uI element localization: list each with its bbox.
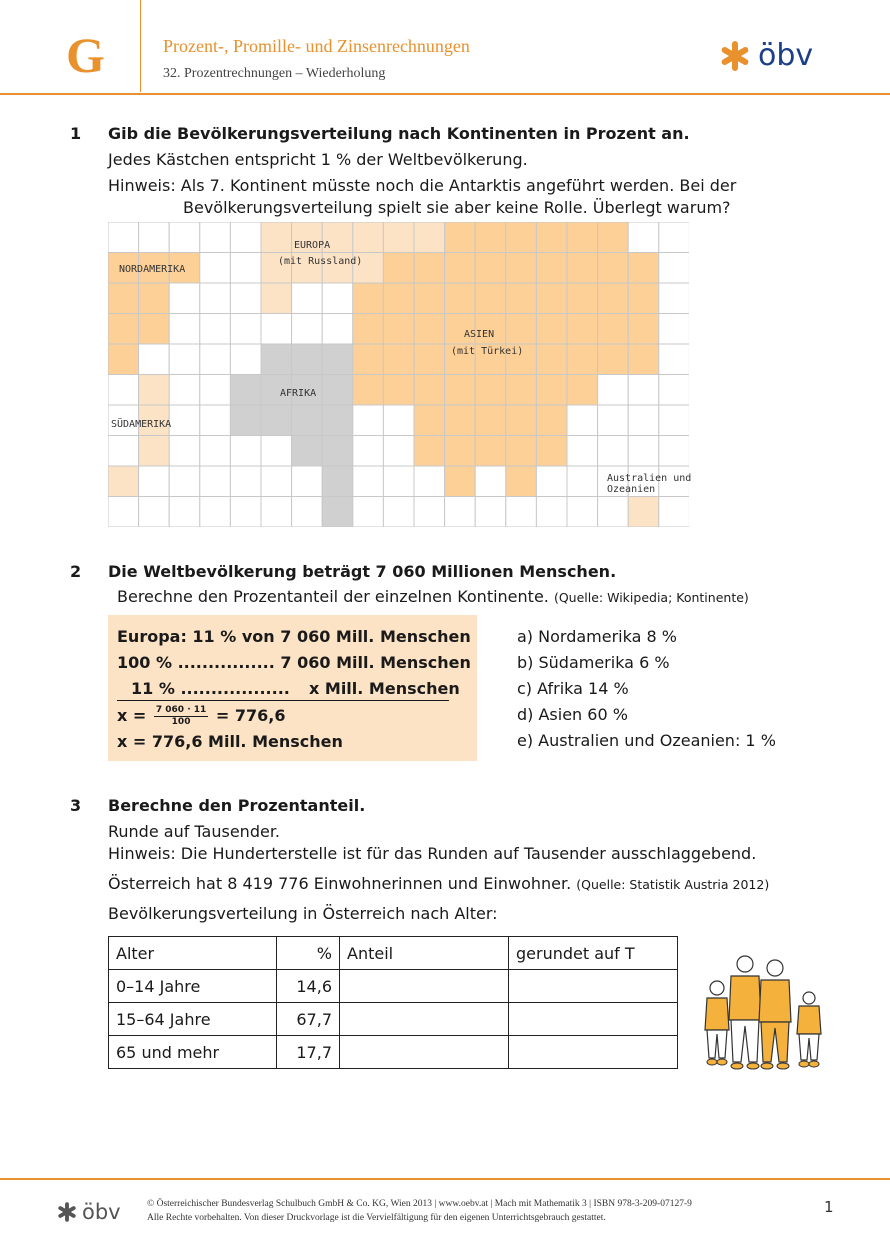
grid-cell bbox=[475, 436, 506, 467]
grid-cell bbox=[108, 283, 139, 314]
grid-cell bbox=[200, 436, 231, 467]
population-statement: Österreich hat 8 419 776 Einwohnerinnen und Einwohner. bbox=[108, 874, 572, 893]
grid-cell bbox=[598, 405, 629, 436]
grid-cell bbox=[139, 283, 170, 314]
grid-cell bbox=[414, 436, 445, 467]
calc-line-2: 100 % ................ 7 060 Mill. Menschen bbox=[117, 653, 471, 672]
grid-cell bbox=[628, 497, 659, 528]
task-number: 1 bbox=[70, 124, 82, 143]
grid-cell bbox=[383, 283, 414, 314]
cell-age: 15–64 Jahre bbox=[109, 1003, 277, 1036]
grid-cell bbox=[200, 375, 231, 406]
grid-cell bbox=[445, 436, 476, 467]
answer-a: a) Nordamerika 8 % bbox=[517, 627, 677, 646]
page-title: Prozent-, Promille- und Zinsenrechnungen bbox=[163, 36, 470, 56]
grid-cell bbox=[536, 344, 567, 375]
grid-cell bbox=[230, 253, 261, 284]
grid-cell bbox=[292, 283, 323, 314]
grid-cell bbox=[659, 436, 689, 467]
grid-cell bbox=[108, 314, 139, 345]
grid-cell bbox=[108, 375, 139, 406]
grid-cell bbox=[139, 436, 170, 467]
oebv-footer-logo-text: öbv bbox=[82, 1200, 121, 1224]
grid-cell bbox=[598, 222, 629, 253]
grid-cell bbox=[536, 375, 567, 406]
grid-cell bbox=[414, 466, 445, 497]
grid-cell bbox=[536, 466, 567, 497]
label-afrika: AFRIKA bbox=[280, 388, 317, 399]
grid-cell bbox=[598, 314, 629, 345]
grid-cell bbox=[383, 253, 414, 284]
table-header-row bbox=[109, 937, 678, 970]
grid-cell bbox=[628, 314, 659, 345]
task-heading: Die Weltbevölkerung beträgt 7 060 Millionen Menschen. bbox=[108, 562, 617, 581]
grid-cell bbox=[506, 466, 537, 497]
grid-cell bbox=[567, 497, 598, 528]
grid-cell bbox=[353, 497, 384, 528]
oebv-logo-text: öbv bbox=[758, 38, 814, 73]
answer-b: b) Südamerika 6 % bbox=[517, 653, 670, 672]
grid-cell bbox=[567, 436, 598, 467]
grid-cell bbox=[322, 436, 353, 467]
label-europa-sub: (mit Russland) bbox=[278, 256, 363, 267]
header-divider bbox=[140, 0, 141, 92]
grid-cell bbox=[292, 436, 323, 467]
grid-cell bbox=[475, 253, 506, 284]
grid-cell bbox=[598, 436, 629, 467]
oebv-footer-logo bbox=[56, 1200, 121, 1224]
grid-cell bbox=[659, 375, 689, 406]
calc-line-4 bbox=[117, 705, 285, 728]
grid-cell bbox=[353, 405, 384, 436]
calc-x-equals: x = bbox=[117, 706, 147, 725]
source-note: (Quelle: Wikipedia; Kontinente) bbox=[553, 590, 749, 605]
grid-cell bbox=[353, 466, 384, 497]
grid-cell bbox=[383, 314, 414, 345]
grid-cell bbox=[414, 375, 445, 406]
grid-cell bbox=[200, 283, 231, 314]
grid-cell bbox=[353, 375, 384, 406]
grid-cell bbox=[230, 314, 261, 345]
cell-percent: 14,6 bbox=[277, 970, 340, 1003]
cell-rounded[interactable] bbox=[509, 1003, 678, 1036]
grid-cell bbox=[506, 283, 537, 314]
grid-cell bbox=[230, 405, 261, 436]
grid-cell bbox=[292, 405, 323, 436]
grid-cell bbox=[169, 405, 200, 436]
grid-cell bbox=[445, 222, 476, 253]
grid-cell bbox=[353, 344, 384, 375]
task-hint: Hinweis: Als 7. Kontinent müsste noch die Antarktis angeführt werden. Bei der bbox=[108, 176, 737, 195]
footer-copyright bbox=[147, 1197, 692, 1225]
grid-cell bbox=[108, 222, 139, 253]
age-distribution-table bbox=[108, 936, 678, 1069]
grid-cell bbox=[659, 314, 689, 345]
calc-line-3b: x Mill. Menschen bbox=[309, 679, 460, 698]
grid-cell bbox=[200, 314, 231, 345]
grid-cell bbox=[475, 497, 506, 528]
grid-cell bbox=[628, 375, 659, 406]
cell-anteil[interactable] bbox=[340, 1036, 509, 1069]
grid-cell bbox=[659, 497, 689, 528]
grid-cell bbox=[506, 375, 537, 406]
grid-cell bbox=[414, 497, 445, 528]
grid-cell bbox=[598, 497, 629, 528]
grid-cell bbox=[445, 375, 476, 406]
grid-cell bbox=[230, 222, 261, 253]
grid-cell bbox=[536, 283, 567, 314]
oebv-star-icon bbox=[718, 39, 752, 73]
calc-line-1: Europa: 11 % von 7 060 Mill. Menschen bbox=[117, 627, 471, 646]
grid-cell bbox=[536, 222, 567, 253]
grid-cell bbox=[169, 436, 200, 467]
grid-cell bbox=[169, 497, 200, 528]
grid-cell bbox=[567, 344, 598, 375]
grid-cell bbox=[536, 314, 567, 345]
calc-line-3a: 11 % .................. bbox=[131, 679, 290, 698]
grid-cell bbox=[628, 436, 659, 467]
example-calculation-box bbox=[108, 615, 477, 761]
grid-cell bbox=[200, 222, 231, 253]
grid-cell bbox=[598, 283, 629, 314]
label-ozeanien: Ozeanien bbox=[607, 484, 656, 495]
grid-cell bbox=[322, 314, 353, 345]
grid-cell bbox=[108, 497, 139, 528]
grid-cell bbox=[169, 314, 200, 345]
grid-cell bbox=[445, 253, 476, 284]
grid-cell bbox=[383, 405, 414, 436]
grid-cell bbox=[230, 283, 261, 314]
label-nordamerika: NORDAMERIKA bbox=[119, 264, 186, 275]
cell-rounded[interactable] bbox=[509, 970, 678, 1003]
grid-cell bbox=[139, 466, 170, 497]
header-anteil: Anteil bbox=[340, 937, 509, 970]
grid-cell bbox=[139, 344, 170, 375]
grid-cell bbox=[659, 283, 689, 314]
grid-cell bbox=[230, 436, 261, 467]
label-europa: EUROPA bbox=[294, 240, 331, 251]
grid-cell bbox=[445, 497, 476, 528]
source-note: (Quelle: Statistik Austria 2012) bbox=[576, 877, 770, 892]
calc-fraction bbox=[154, 705, 208, 728]
header-gerundet: gerundet auf T bbox=[509, 937, 678, 970]
cell-percent: 67,7 bbox=[277, 1003, 340, 1036]
grid-cell bbox=[230, 466, 261, 497]
grid-cell bbox=[475, 405, 506, 436]
grid-cell bbox=[536, 253, 567, 284]
grid-cell bbox=[322, 344, 353, 375]
grid-cell bbox=[414, 314, 445, 345]
chapter-letter: G bbox=[66, 27, 105, 83]
answer-e: e) Australien und Ozeanien: 1 % bbox=[517, 731, 776, 750]
task-text-distribution: Bevölkerungsverteilung in Österreich nach Alter: bbox=[108, 904, 498, 923]
grid-cell bbox=[108, 436, 139, 467]
grid-cell bbox=[536, 436, 567, 467]
grid-cell bbox=[414, 253, 445, 284]
grid-cell bbox=[139, 375, 170, 406]
fraction-numerator: 7 060 · 11 bbox=[155, 705, 207, 715]
cell-anteil[interactable] bbox=[340, 970, 509, 1003]
grid-cell bbox=[567, 314, 598, 345]
grid-cell bbox=[139, 314, 170, 345]
grid-cell bbox=[445, 283, 476, 314]
cell-anteil[interactable] bbox=[340, 1003, 509, 1036]
grid-cell bbox=[230, 344, 261, 375]
table-row bbox=[109, 1003, 678, 1036]
label-suedamerika: SÜDAMERIKA bbox=[111, 419, 172, 430]
grid-cell bbox=[414, 283, 445, 314]
grid-cell bbox=[200, 344, 231, 375]
grid-cell bbox=[169, 222, 200, 253]
grid-cell bbox=[169, 283, 200, 314]
grid-cell bbox=[261, 314, 292, 345]
task-text: Jedes Kästchen entspricht 1 % der Weltbevölkerung. bbox=[108, 150, 528, 169]
grid-cell bbox=[139, 222, 170, 253]
calc-result: = 776,6 bbox=[215, 706, 286, 725]
grid-cell bbox=[506, 253, 537, 284]
grid-cell bbox=[261, 466, 292, 497]
answer-d: d) Asien 60 % bbox=[517, 705, 628, 724]
grid-cell bbox=[506, 314, 537, 345]
grid-cell bbox=[628, 222, 659, 253]
grid-cell bbox=[475, 283, 506, 314]
grid-cell bbox=[139, 497, 170, 528]
grid-cell bbox=[108, 344, 139, 375]
task-number: 3 bbox=[70, 796, 82, 815]
grid-cell bbox=[536, 405, 567, 436]
grid-cell bbox=[567, 222, 598, 253]
grid-cell bbox=[598, 253, 629, 284]
grid-cell bbox=[230, 375, 261, 406]
grid-cell bbox=[292, 466, 323, 497]
grid-cell bbox=[506, 405, 537, 436]
grid-cell bbox=[292, 314, 323, 345]
task-text-main: Berechne den Prozentanteil der einzelnen Kontinente. bbox=[117, 587, 549, 606]
grid-cell bbox=[567, 375, 598, 406]
grid-cell bbox=[292, 497, 323, 528]
cell-rounded[interactable] bbox=[509, 1036, 678, 1069]
page-number: 1 bbox=[824, 1198, 834, 1216]
grid-cell bbox=[322, 497, 353, 528]
grid-cell bbox=[169, 344, 200, 375]
task-number: 2 bbox=[70, 562, 82, 581]
oebv-star-icon bbox=[56, 1201, 78, 1223]
grid-cell bbox=[261, 344, 292, 375]
grid-cell bbox=[659, 253, 689, 284]
population-grid bbox=[108, 222, 692, 527]
grid-cell bbox=[475, 466, 506, 497]
grid-cell bbox=[628, 344, 659, 375]
grid-cell bbox=[506, 436, 537, 467]
grid-cell bbox=[506, 497, 537, 528]
grid-cell bbox=[475, 375, 506, 406]
calc-line-5: x = 776,6 Mill. Menschen bbox=[117, 732, 343, 751]
footer-rule bbox=[0, 1178, 890, 1180]
grid-cell bbox=[230, 497, 261, 528]
footer-line-2: Alle Rechte vorbehalten. Von dieser Druckvorlage ist die Vervielfältigung für den eigenen Unterrichtsgebrauch gestattet. bbox=[147, 1213, 606, 1223]
grid-cell bbox=[169, 375, 200, 406]
table-row bbox=[109, 1036, 678, 1069]
footer-line-1: © Österreichischer Bundesverlag Schulbuch GmbH & Co. KG, Wien 2013 | www.oebv.at | Mach mit Mathematik 3 | ISBN 978-3-209-07127-9 bbox=[147, 1199, 692, 1209]
grid-cell bbox=[200, 466, 231, 497]
grid-cell bbox=[475, 222, 506, 253]
grid-cell bbox=[200, 497, 231, 528]
task-text-population bbox=[108, 874, 769, 893]
cell-age: 0–14 Jahre bbox=[109, 970, 277, 1003]
grid-cell bbox=[261, 497, 292, 528]
grid-cell bbox=[567, 253, 598, 284]
page-subtitle: 32. Prozentrechnungen – Wiederholung bbox=[163, 66, 386, 81]
grid-cell bbox=[567, 283, 598, 314]
grid-cell bbox=[598, 375, 629, 406]
grid-cell bbox=[261, 436, 292, 467]
grid-cell bbox=[200, 253, 231, 284]
grid-cell bbox=[353, 314, 384, 345]
cell-age: 65 und mehr bbox=[109, 1036, 277, 1069]
grid-cell bbox=[414, 222, 445, 253]
task-hint: Hinweis: Die Hunderterstelle ist für das Runden auf Tausender ausschlaggebend. bbox=[108, 844, 757, 863]
grid-cell bbox=[414, 344, 445, 375]
grid-cell bbox=[383, 222, 414, 253]
grid-cell bbox=[628, 405, 659, 436]
grid-cell bbox=[383, 344, 414, 375]
grid-canvas bbox=[108, 222, 692, 527]
grid-cell bbox=[659, 222, 689, 253]
grid-cell bbox=[628, 283, 659, 314]
label-australien: Australien und bbox=[607, 473, 692, 484]
table-row bbox=[109, 970, 678, 1003]
grid-cell bbox=[322, 405, 353, 436]
grid-cell bbox=[659, 344, 689, 375]
grid-cell bbox=[567, 405, 598, 436]
grid-cell bbox=[200, 405, 231, 436]
grid-cell bbox=[322, 375, 353, 406]
task-hint-cont: Bevölkerungsverteilung spielt sie aber keine Rolle. Überlegt warum? bbox=[183, 198, 731, 217]
grid-cell bbox=[383, 375, 414, 406]
grid-cell bbox=[506, 222, 537, 253]
grid-cell bbox=[353, 283, 384, 314]
oebv-logo bbox=[718, 38, 813, 73]
header-rule bbox=[0, 93, 890, 95]
grid-cell bbox=[383, 436, 414, 467]
grid-cell bbox=[292, 344, 323, 375]
label-asien: ASIEN bbox=[464, 329, 495, 340]
calc-line-3 bbox=[117, 679, 460, 701]
grid-cell bbox=[261, 405, 292, 436]
header-percent: % bbox=[277, 937, 340, 970]
grid-cell bbox=[567, 466, 598, 497]
label-asien-sub: (mit Türkei) bbox=[451, 346, 524, 357]
task-heading: Gib die Bevölkerungsverteilung nach Kontinenten in Prozent an. bbox=[108, 124, 690, 143]
task-text bbox=[117, 587, 749, 606]
fraction-denominator: 100 bbox=[171, 717, 191, 727]
grid-cell bbox=[628, 253, 659, 284]
grid-cell bbox=[353, 222, 384, 253]
grid-cell bbox=[445, 466, 476, 497]
grid-cell bbox=[353, 436, 384, 467]
hiking-family-illustration bbox=[695, 950, 835, 1075]
answer-c: c) Afrika 14 % bbox=[517, 679, 629, 698]
task-text: Runde auf Tausender. bbox=[108, 822, 281, 841]
grid-cell bbox=[536, 497, 567, 528]
cell-percent: 17,7 bbox=[277, 1036, 340, 1069]
grid-cell bbox=[445, 405, 476, 436]
header-alter: Alter bbox=[109, 937, 277, 970]
grid-cell bbox=[383, 466, 414, 497]
task-heading: Berechne den Prozentanteil. bbox=[108, 796, 366, 815]
grid-cell bbox=[261, 283, 292, 314]
grid-cell bbox=[322, 283, 353, 314]
grid-cell bbox=[383, 497, 414, 528]
grid-cell bbox=[261, 222, 292, 253]
grid-cell bbox=[414, 405, 445, 436]
grid-cell bbox=[108, 466, 139, 497]
grid-cell bbox=[598, 344, 629, 375]
grid-cell bbox=[659, 405, 689, 436]
grid-cell bbox=[322, 466, 353, 497]
grid-cell bbox=[169, 466, 200, 497]
